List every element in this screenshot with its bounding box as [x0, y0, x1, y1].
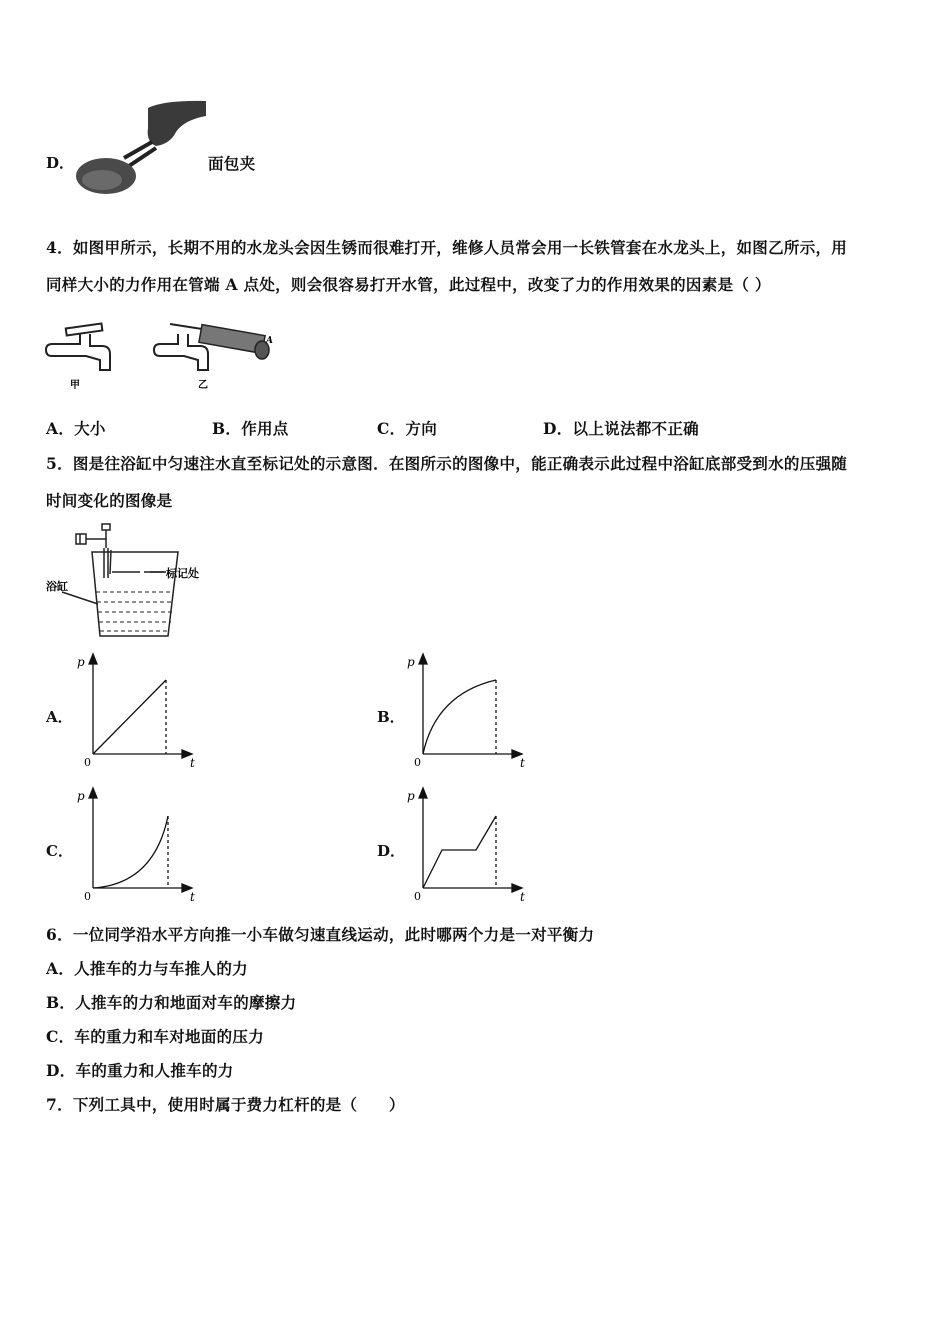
axis-t: t	[190, 890, 195, 904]
faucet-figures	[40, 308, 280, 394]
tong-arms	[124, 142, 156, 168]
tub-label: 浴缸	[46, 580, 68, 593]
bathtub-outline	[92, 552, 178, 636]
axis-p: p	[407, 789, 415, 803]
point-a-label: A	[266, 336, 273, 346]
q4-option-c: C．方向	[377, 419, 438, 438]
origin: 0	[414, 756, 421, 769]
fig-jia-label: 甲	[70, 380, 80, 391]
y-axis-arrow	[89, 788, 97, 798]
q7-stem: 7．下列工具中，使用时属于费力杠杆的是（ ）	[46, 1095, 405, 1114]
iron-pipe	[199, 325, 269, 359]
q4-stem-line2: 同样大小的力作用在管端 A 点处，则会很容易打开水管，此过程中，改变了力的作用效果的因素是（ ）	[46, 275, 771, 294]
mark-label: 标记处	[166, 567, 199, 580]
q4-stem-line1: 4．如图甲所示，长期不用的水龙头会因生锈而很难打开，维修人员常会用一长铁管套在水龙头上，如图乙所示，用	[46, 238, 848, 257]
y-axis-arrow	[419, 654, 427, 664]
graph-a	[74, 650, 204, 770]
origin: 0	[414, 890, 421, 903]
q3-option-d-label: D．	[46, 154, 75, 172]
q6-option-a: A．人推车的力与车推人的力	[46, 959, 248, 978]
graph-c	[74, 784, 204, 904]
y-axis-arrow	[89, 654, 97, 664]
q4-option-b: B．作用点	[212, 419, 289, 438]
bathtub-figure	[40, 520, 220, 646]
q5-stem-line1: 5．图是往浴缸中匀速注水直至标记处的示意图．在图所示的图像中，能正确表示此过程中浴缸底部受到水的压强随	[46, 454, 848, 473]
fig-yi-label: 乙	[198, 380, 208, 391]
q5-option-d-label: D．	[377, 842, 406, 860]
axis-p: p	[77, 655, 85, 669]
curve	[423, 816, 496, 888]
q6-option-c: C．车的重力和车对地面的压力	[46, 1027, 265, 1046]
q5-option-c-label: C．	[46, 842, 73, 860]
hand-shape	[148, 101, 206, 146]
q6-stem: 6．一位同学沿水平方向推一小车做匀速直线运动，此时哪两个力是一对平衡力	[46, 925, 595, 944]
axis-t: t	[520, 890, 525, 904]
q5-option-a-label: A．	[46, 708, 73, 726]
curve	[93, 816, 168, 888]
q4-option-d: D．以上说法都不正确	[543, 419, 699, 438]
axis-p: p	[407, 655, 415, 669]
axis-t: t	[190, 756, 195, 770]
graph-b	[404, 650, 534, 770]
axis-p: p	[77, 789, 85, 803]
q6-option-b: B．人推车的力和地面对车的摩擦力	[46, 993, 297, 1012]
q5-option-b-label: B．	[377, 708, 405, 726]
bread-clip-figure	[72, 98, 212, 204]
faucet-jia	[46, 324, 110, 370]
axis-t: t	[520, 756, 525, 770]
tap-pipe	[86, 539, 106, 548]
graph-d	[404, 784, 534, 904]
q5-stem-line2: 时间变化的图像是	[46, 491, 173, 510]
curve	[93, 680, 166, 754]
y-axis-arrow	[419, 788, 427, 798]
q6-option-d: D．车的重力和人推车的力	[46, 1061, 234, 1080]
origin: 0	[84, 890, 91, 903]
tap-valve	[76, 534, 86, 544]
q4-option-a: A．大小	[46, 419, 106, 438]
q3-option-d-text: 面包夹	[208, 154, 256, 173]
curve	[423, 680, 496, 754]
origin: 0	[84, 756, 91, 769]
